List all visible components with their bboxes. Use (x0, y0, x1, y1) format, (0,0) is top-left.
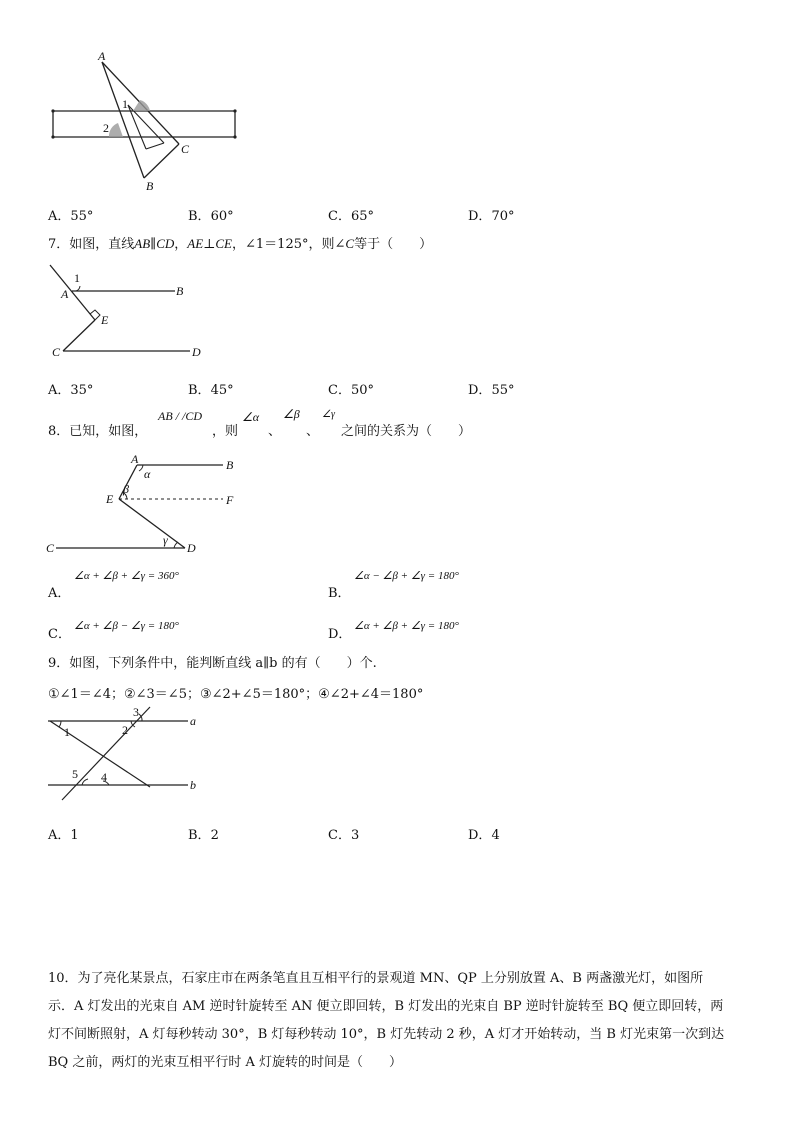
q7-angle-1 (76, 286, 80, 291)
q9-label-1: 1 (64, 725, 70, 739)
q9-label-5: 5 (72, 767, 78, 781)
q9-conditions: ①∠1＝∠4；②∠3＝∠5；③∠2+∠5＝180°；④∠2+∠4＝180° (48, 687, 424, 702)
q7-figure (40, 258, 220, 368)
q9-figure (40, 703, 220, 803)
q8-label-beta: β (123, 482, 129, 496)
q7-label-c: C (52, 345, 61, 359)
q8-stem-end: 之间的关系为（ ） (341, 424, 472, 439)
q6-figure (40, 45, 260, 195)
q10-line-1: 10．为了亮化某景点，石家庄市在两条笔直且互相平行的景观道 MN、QP 上分别放置 A、B 两盏激光灯，如图所 (48, 971, 704, 986)
q9-option-a[interactable]: A．1 (48, 828, 79, 843)
q7-line-ae (50, 265, 95, 320)
q7-label-1: 1 (74, 271, 80, 285)
q8-stem-alpha: ∠α (242, 410, 260, 424)
q8-label-b: B (226, 458, 234, 472)
q9-label-2: 2 (122, 723, 128, 737)
q7-label-a: A (61, 287, 69, 301)
q6-angle-2 (109, 123, 123, 137)
q6-triangle-ab (102, 62, 144, 178)
q10-line-2: 示．A 灯发出的光束自 AM 逆时针旋转至 AN 便立即回转，B 灯发出的光束自 BP 逆时针旋转至 BQ 便立即回转，两 (48, 999, 724, 1014)
q6-option-b[interactable]: B．60° (188, 209, 234, 224)
q6-label-a: A (98, 49, 106, 63)
q9-option-c[interactable]: C．3 (328, 828, 360, 843)
q9-label-b: b (190, 778, 196, 792)
q8-option-d[interactable]: D． ∠α + ∠β + ∠γ = 180° (328, 620, 459, 642)
q6-label-c: C (181, 142, 190, 156)
q9-option-d[interactable]: D．4 (468, 828, 500, 843)
q7-option-a[interactable]: A．35° (48, 383, 94, 398)
q6-option-d[interactable]: D．70° (468, 209, 515, 224)
q6-triangle-bc (144, 144, 179, 178)
q8-label-a: A (131, 452, 139, 466)
q10-stem (48, 965, 760, 1077)
q6-option-a[interactable]: A．55° (48, 209, 94, 224)
q7-label-b: B (176, 284, 184, 298)
q9-stem: 9．如图，下列条件中，能判断直线 a∥b 的有（ ）个. (48, 656, 377, 671)
q8-label-e: E (106, 492, 114, 506)
q8-option-b[interactable]: B． ∠α − ∠β + ∠γ = 180° (328, 570, 459, 601)
q8-label-gamma: γ (163, 533, 168, 547)
q9-label-3: 3 (133, 705, 139, 719)
q7-option-b[interactable]: B．45° (188, 383, 234, 398)
q7-option-d[interactable]: D．55° (468, 383, 515, 398)
q8-stem-beta: ∠β (283, 407, 300, 421)
q8-stem-gamma: ∠γ (322, 409, 335, 420)
q8-option-a[interactable]: A． ∠α + ∠β + ∠γ = 360° (48, 570, 179, 601)
q6-label-2: 2 (103, 121, 109, 135)
q8-option-c[interactable]: C． ∠α + ∠β − ∠γ = 180° (48, 620, 179, 642)
q8-stem-sep-2: 、 (306, 424, 320, 439)
q8-label-alpha: α (144, 467, 151, 481)
q7-label-e: E (101, 313, 109, 327)
q7-stem: 7．如图，直线AB∥CD，AE⊥CE，∠1＝125°，则∠C等于（ ） (48, 236, 433, 252)
q8-label-c: C (46, 541, 55, 555)
q9-label-a: a (190, 714, 196, 728)
q10-line-3: 灯不间断照射，A 灯每秒转动 30°，B 灯每秒转动 10°，B 灯先转动 2 秒，A 灯才开始转动，当 B 灯光束第一次到达 (48, 1027, 725, 1042)
q8-figure (40, 450, 250, 560)
q6-label-1: 1 (122, 97, 128, 111)
q7-option-c[interactable]: C．50° (328, 383, 374, 398)
q9-option-b[interactable]: B．2 (188, 828, 219, 843)
q8-stem-sep-1: 、 (268, 424, 282, 439)
q6-label-b: B (146, 179, 154, 193)
q9-label-4: 4 (101, 770, 107, 784)
q8-label-d: D (187, 541, 196, 555)
q8-stem-then: ，则 (212, 424, 239, 439)
q8-line-ed (119, 499, 185, 548)
q7-label-d: D (192, 345, 201, 359)
q10-line-4: BQ 之前，两灯的光束互相平行时 A 灯旋转的时间是（ ） (48, 1055, 402, 1070)
q8-stem: 8．已知，如图， (48, 424, 148, 439)
q7-line-ec (63, 320, 95, 351)
q6-angle-1 (133, 100, 150, 111)
q8-label-f: F (226, 493, 234, 507)
q6-option-c[interactable]: C．65° (328, 209, 374, 224)
q8-stem-formula: AB / /CD (158, 409, 202, 423)
